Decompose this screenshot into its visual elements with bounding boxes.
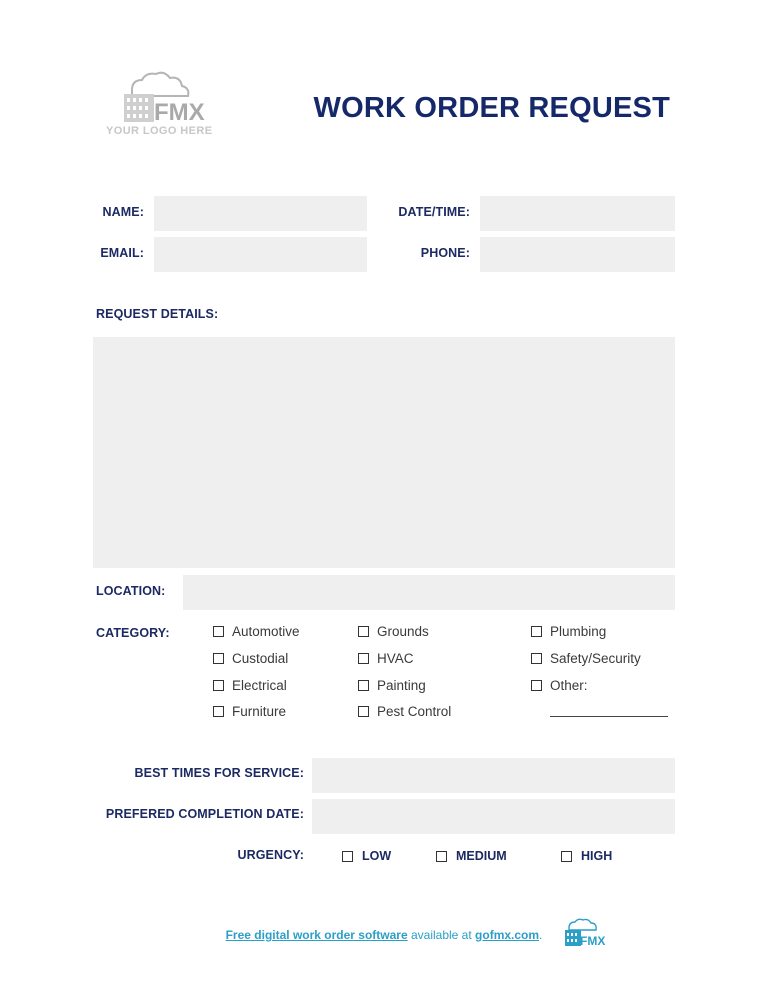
company-logo: [120, 70, 205, 126]
checkbox-label: Grounds: [377, 624, 429, 639]
completion-date-label: PREFERED COMPLETION DATE:: [105, 807, 304, 821]
checkbox-icon: [436, 851, 447, 862]
phone-field[interactable]: [480, 237, 675, 272]
email-field[interactable]: [154, 237, 367, 272]
footer-middle-text: available at: [407, 928, 476, 942]
building-cloud-icon: [120, 70, 205, 126]
category-label: CATEGORY:: [96, 626, 170, 640]
checkbox-label: Painting: [377, 678, 426, 693]
location-field[interactable]: [183, 575, 675, 610]
checkbox-label: Pest Control: [377, 704, 452, 719]
checkbox-icon: [342, 851, 353, 862]
checkbox-icon: [531, 626, 542, 637]
checkbox-icon: [213, 653, 224, 664]
checkbox-label: Plumbing: [550, 624, 607, 639]
checkbox-label: Automotive: [232, 624, 300, 639]
checkbox-label: Furniture: [232, 704, 287, 719]
category-custodial-checkbox[interactable]: [213, 651, 288, 666]
checkbox-label: Other:: [550, 678, 588, 693]
best-times-label: BEST TIMES FOR SERVICE:: [134, 766, 304, 780]
name-label: NAME:: [102, 205, 144, 219]
checkbox-icon: [358, 653, 369, 664]
checkbox-icon: [531, 653, 542, 664]
footer-note: [0, 928, 768, 942]
best-times-field[interactable]: [312, 758, 675, 793]
checkbox-icon: [358, 626, 369, 637]
urgency-label: URGENCY:: [237, 848, 304, 862]
category-hvac-checkbox[interactable]: [358, 651, 414, 666]
checkbox-icon: [358, 706, 369, 717]
urgency-high-checkbox[interactable]: [561, 849, 612, 863]
category-pest-control-checkbox[interactable]: [358, 704, 451, 719]
checkbox-label: Custodial: [232, 651, 289, 666]
datetime-label: DATE/TIME:: [398, 205, 470, 219]
request-details-label: REQUEST DETAILS:: [96, 307, 219, 321]
page-title: WORK ORDER REQUEST: [313, 92, 670, 124]
category-painting-checkbox[interactable]: [358, 678, 426, 693]
checkbox-label: HIGH: [581, 849, 613, 863]
urgency-low-checkbox[interactable]: [342, 849, 391, 863]
urgency-medium-checkbox[interactable]: [436, 849, 507, 863]
category-other-checkbox[interactable]: [531, 678, 588, 693]
checkbox-icon: [531, 680, 542, 691]
phone-label: PHONE:: [420, 246, 470, 260]
category-automotive-checkbox[interactable]: [213, 624, 300, 639]
footer-logo: [563, 918, 606, 948]
svg-text:FMX: FMX: [154, 99, 205, 126]
checkbox-icon: [213, 680, 224, 691]
request-details-field[interactable]: [93, 337, 675, 568]
software-link[interactable]: Free digital work order software: [225, 928, 408, 942]
category-plumbing-checkbox[interactable]: [531, 624, 606, 639]
footer-end-text: .: [539, 928, 543, 942]
checkbox-icon: [561, 851, 572, 862]
checkbox-label: Electrical: [232, 678, 287, 693]
other-write-in-line[interactable]: [550, 716, 668, 717]
checkbox-label: MEDIUM: [456, 849, 507, 863]
datetime-field[interactable]: [480, 196, 675, 231]
checkbox-icon: [213, 626, 224, 637]
completion-date-field[interactable]: [312, 799, 675, 834]
site-link[interactable]: gofmx.com: [475, 928, 540, 942]
checkbox-icon: [213, 706, 224, 717]
svg-text:FMX: FMX: [580, 934, 606, 948]
email-label: EMAIL:: [100, 246, 144, 260]
category-safety-security-checkbox[interactable]: [531, 651, 641, 666]
category-grounds-checkbox[interactable]: [358, 624, 429, 639]
location-label: LOCATION:: [96, 584, 166, 598]
category-electrical-checkbox[interactable]: [213, 678, 287, 693]
checkbox-label: HVAC: [377, 651, 414, 666]
name-field[interactable]: [154, 196, 367, 231]
checkbox-icon: [358, 680, 369, 691]
checkbox-label: Safety/Security: [550, 651, 641, 666]
logo-placeholder-text: YOUR LOGO HERE: [106, 125, 213, 137]
checkbox-label: LOW: [362, 849, 392, 863]
category-furniture-checkbox[interactable]: [213, 704, 286, 719]
fmx-building-icon: [563, 918, 606, 948]
